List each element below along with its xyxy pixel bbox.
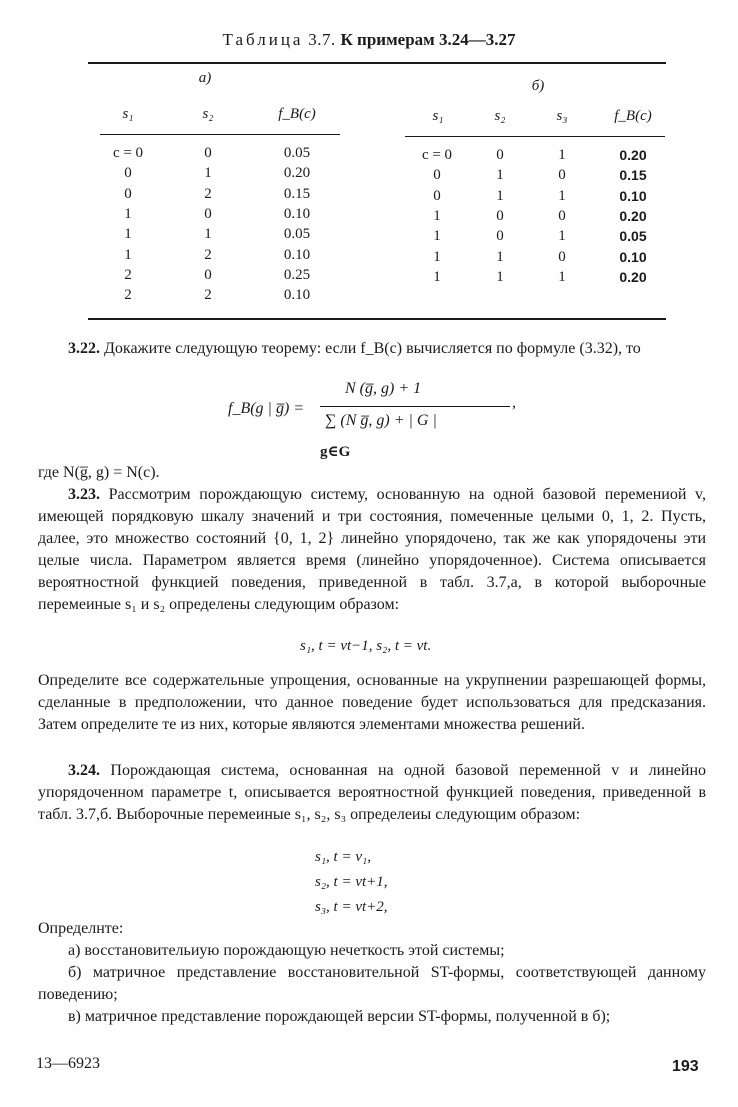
table-a-cell-r1-c1: 1 xyxy=(204,165,212,182)
table-b-cell-r3-c3: 0.20 xyxy=(619,207,647,224)
table-a-cell-r7-c1: 2 xyxy=(204,287,212,304)
table-a-cell-r6-c2: 0.25 xyxy=(283,266,311,283)
exercise-3-22-body: Докажите следующую теорему: если f_B(c) вычисляется по формуле (3.32), то xyxy=(104,340,641,357)
exercise-3-24-formula-2: s₂, t = vt+1, xyxy=(315,874,388,890)
table-b-cell-r5-c3: 0.10 xyxy=(619,248,647,265)
exercise-3-22-where: где N(g̅, g) = N(c). xyxy=(38,464,160,481)
table-b-header-s2: s₂ xyxy=(494,108,506,124)
table-b-cell-r0-c1: 0 xyxy=(496,147,504,163)
table-a-cell-r2-c1: 2 xyxy=(204,185,212,202)
table-a-cell-r7-c2: 0.10 xyxy=(283,287,311,304)
table-b-label: б) xyxy=(531,78,545,94)
table-b-cell-r1-c3: 0.15 xyxy=(619,167,647,184)
caption-title: К примерам 3.24—3.27 xyxy=(340,30,516,49)
exercise-3-24-define: Определнте: xyxy=(38,920,124,937)
exercise-3-24-formula-1: s₁, t = v₁, xyxy=(315,849,371,865)
table-a-cell-r4-c1: 1 xyxy=(204,226,212,243)
table-b-header-s1: s₁ xyxy=(432,108,444,124)
table-b-cell-r3-c2: 0 xyxy=(558,207,566,224)
exercise-3-24-number: 3.24. xyxy=(68,762,100,779)
page-number: 193 xyxy=(672,1058,699,1075)
table-caption xyxy=(0,30,738,50)
table-b-header-fb: f_B(c) xyxy=(614,108,652,124)
table-b-header-s3: s₃ xyxy=(556,108,568,124)
table-a-header-s2: s₂ xyxy=(202,106,214,122)
table-b-cell-r2-c3: 0.10 xyxy=(619,187,647,204)
table-a-cell-r6-c0: 2 xyxy=(124,266,132,283)
exercise-3-24-item-c: в) матричное представление порождающей версии ST-формы, полученной в б); xyxy=(68,1008,611,1025)
table-top-rule xyxy=(88,62,666,64)
table-a-cell-r4-c2: 0.05 xyxy=(283,226,311,243)
caption-prefix: Таблица xyxy=(222,30,304,49)
exercise-3-23-text2: Определите все содержательные упрощения, основанные на укрупнении разрешающей формы, сделанные в предположении, что данное поведение будет использоваться для предсказания. Затем определите те из них, которые являются элементами множества решений. xyxy=(38,672,706,733)
table-b-cell-r5-c0: 1 xyxy=(433,248,441,265)
fraction-line xyxy=(320,406,510,407)
table-b-cell-r1-c0: 0 xyxy=(433,167,441,184)
exercise-3-22-number: 3.22. xyxy=(68,340,100,357)
exercise-3-23-number: 3.23. xyxy=(68,486,100,503)
exercise-3-22-text xyxy=(38,338,706,360)
table-a-cell-r0-c2: 0.05 xyxy=(283,145,311,161)
table-b-cell-r1-c2: 0 xyxy=(558,167,566,184)
exercise-3-24-item-b: б) матричное представление восстановительной ST-формы, соответствующей данному поведению; xyxy=(38,964,706,1003)
table-b-cell-r2-c0: 0 xyxy=(433,187,441,204)
table-a-header-rule xyxy=(100,134,340,135)
formula-sum-index: g∈G xyxy=(320,444,351,460)
table-a-cell-r1-c0: 0 xyxy=(124,165,132,182)
formula-denominator: ∑ (N g̅, g) + | G | xyxy=(325,412,437,429)
table-b-cell-r6-c3: 0.20 xyxy=(619,268,647,285)
table-a-cell-r0-c1: 0 xyxy=(204,145,212,161)
table-a-cell-r2-c2: 0.15 xyxy=(283,185,311,202)
table-b-cell-r6-c1: 1 xyxy=(496,268,504,285)
exercise-3-24-formula-3: s₃, t = vt+2, xyxy=(315,899,388,915)
exercise-3-24-item-a: а) восстановительиую порождающую нечеткость этой системы; xyxy=(68,942,505,959)
table-b-cell-r4-c1: 0 xyxy=(496,228,504,245)
table-b-cell-r2-c1: 1 xyxy=(496,187,504,204)
table-a-cell-r1-c2: 0.20 xyxy=(283,165,311,182)
table-a-label: а) xyxy=(198,70,212,86)
table-bottom-rule xyxy=(88,318,666,320)
table-a-cell-r5-c2: 0.10 xyxy=(283,246,311,263)
table-b-cell-r0-c0: c = 0 xyxy=(421,147,453,163)
table-a-cell-r3-c0: 1 xyxy=(124,205,132,222)
table-b-cell-r0-c3: 0.20 xyxy=(619,147,647,163)
table-b-header-rule xyxy=(405,136,665,137)
table-a-cell-r7-c0: 2 xyxy=(124,287,132,304)
table-a-cell-r3-c2: 0.10 xyxy=(283,205,311,222)
table-b-cell-r1-c1: 1 xyxy=(496,167,504,184)
exercise-3-23-text xyxy=(38,484,706,616)
table-b-cell-r4-c3: 0.05 xyxy=(619,228,647,245)
exercise-3-23-formula: s₁, t = vt−1, s₂, t = vt. xyxy=(300,638,432,654)
table-a-cell-r6-c1: 0 xyxy=(204,266,212,283)
table-b-cell-r4-c0: 1 xyxy=(433,228,441,245)
caption-number: 3.7. xyxy=(308,30,336,49)
exercise-3-24-body: Порождающая система, основанная на одной базовой переменной v и линейно упорядоченном параметре t, описывается вероятностной функцией поведения, приведенной в табл. 3.7,б. Выборочные перемеиные s₁, s₂, s₃ определеиы следующим образом: xyxy=(38,762,706,823)
table-b-cell-r4-c2: 1 xyxy=(558,228,566,245)
table-a-cell-r2-c0: 0 xyxy=(124,185,132,202)
table-a-cell-r5-c1: 2 xyxy=(204,246,212,263)
table-a-cell-r5-c0: 1 xyxy=(124,246,132,263)
exercise-3-23-body: Рассмотрим порождающую систему, основанную на одной базовой перемениой v, имеющей порядковую шкалу значений и три состояния, помеченные целыми 0, 1, 2. Пусть, далее, это множество состояний {0, 1, 2} линейно упорядочено, так же как упорядочены эти целые числа. Параметром является время (линейно упорядоченное). Система описывается вероятностной функцией поведения, приведенной в табл. 3.7,а, в которой выборочные перемеиные s₁ и s₂ определены следующим образом: xyxy=(38,486,706,613)
table-a-header-s1: s₁ xyxy=(122,106,134,122)
table-a-cell-r4-c0: 1 xyxy=(124,226,132,243)
formula-numerator: N (g̅, g) + 1 xyxy=(345,380,422,397)
table-b-cell-r6-c2: 1 xyxy=(558,268,566,285)
table-b-cell-r6-c0: 1 xyxy=(433,268,441,285)
table-b-cell-r5-c1: 1 xyxy=(496,248,504,265)
table-a-header-fb: f_B(c) xyxy=(278,106,316,122)
table-a-cell-r3-c1: 0 xyxy=(204,205,212,222)
table-b-cell-r5-c2: 0 xyxy=(558,248,566,265)
table-b-cell-r0-c2: 1 xyxy=(558,147,566,163)
table-a-cell-r0-c0: c = 0 xyxy=(112,145,144,161)
table-b-cell-r2-c2: 1 xyxy=(558,187,566,204)
formula-comma: , xyxy=(512,394,516,411)
table-b-cell-r3-c1: 0 xyxy=(496,207,504,224)
footer-signature: 13—6923 xyxy=(36,1055,100,1072)
exercise-3-24-text xyxy=(38,760,706,826)
table-b-cell-r3-c0: 1 xyxy=(433,207,441,224)
formula-lhs: f_B(g | g̅) = xyxy=(228,400,305,417)
